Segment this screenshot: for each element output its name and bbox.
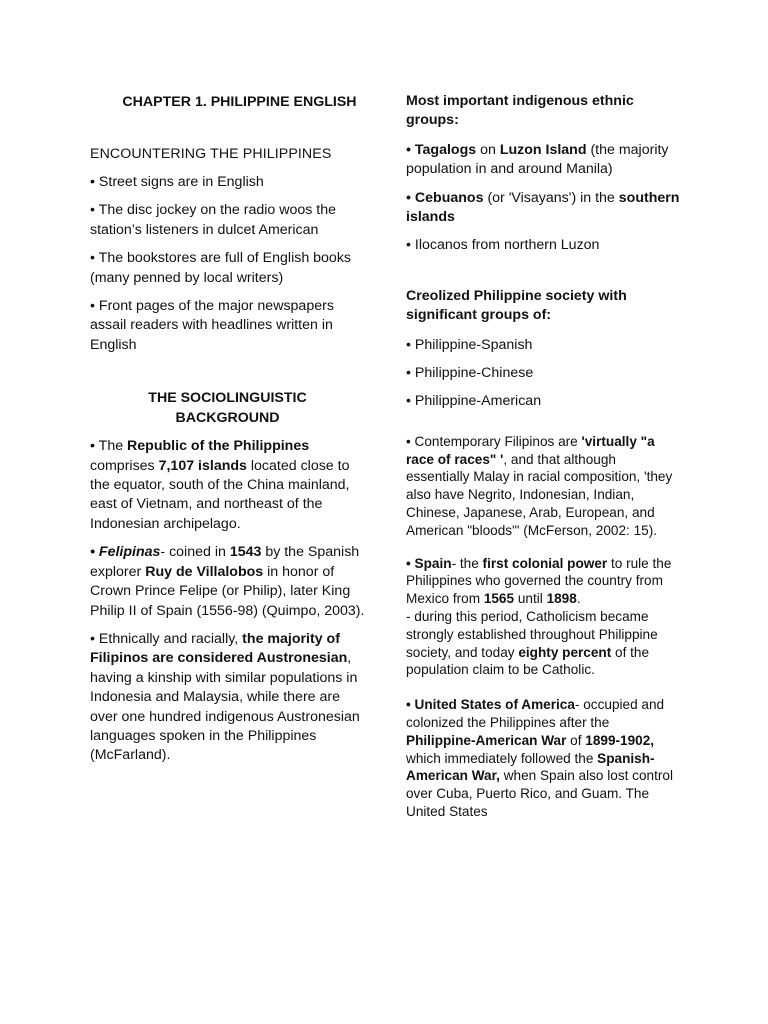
- section-heading-line2: BACKGROUND: [175, 410, 280, 427]
- bullet-newspapers: • Front pages of the major newspapers assail readers with headlines written in English: [90, 298, 334, 353]
- left-column: [90, 92, 365, 775]
- group-chinese: • Philippine-Chinese: [406, 365, 534, 382]
- group-spanish: • Philippine-Spanish: [406, 336, 533, 353]
- paragraph-ilocanos: • Ilocanos from northern Luzon: [406, 237, 600, 254]
- section-heading-sociolinguistic: [90, 388, 365, 428]
- bullet-bookstores: • The bookstores are full of English books (many penned by local writers): [90, 250, 352, 286]
- paragraph-cebuanos: • Cebuanos (or 'Visayans') in the southern islands: [406, 189, 680, 226]
- right-column: [406, 92, 681, 830]
- paragraph-republic: • The Republic of the Philippines comprises 7,107 islands located close to the equator, south of the China mainland, east of Vietnam, and northeast of the Indonesian archipelago.: [90, 438, 350, 532]
- heading-creolized: Creolized Philippine society with significant groups of:: [406, 287, 627, 324]
- section-heading-encountering: ENCOUNTERING THE PHILIPPINES: [90, 146, 332, 162]
- paragraph-spain: • Spain- the first colonial power to rule the Philippines who governed the country from Mexico from 1565 until 1898. - during this period, Catholicism became strongly established throughout Philippine society, and today eighty percent of the population claim to be Catholic.: [406, 555, 672, 678]
- paragraph-usa: • United States of America- occupied and colonized the Philippines after the Philippine-American War of 1899-1902, which immediately followed the Spanish-American War, when Spain also lost control over Cuba, Puerto Rico, and Guam. The United States: [406, 697, 673, 820]
- heading-indigenous-groups: Most important indigenous ethnic groups:: [406, 93, 634, 129]
- bullet-street-signs: • Street signs are in English: [90, 174, 264, 190]
- section-heading-line1: THE SOCIOLINGUISTIC: [148, 390, 307, 407]
- bullet-disc-jockey: • The disc jockey on the radio woos the station’s listeners in dulcet American: [90, 202, 337, 238]
- paragraph-felipinas: • Felipinas- coined in 1543 by the Spanish explorer Ruy de Villalobos in honor of Crown Prince Felipe (or Philip), later King Philip II of Spain (1556-98) (Quimpo, 2003).: [90, 544, 365, 619]
- paragraph-ethnic: • Ethnically and racially, the majority of Filipinos are considered Austronesian, having a kinship with similar populations in Indonesia and Malaysia, while there are over one hundred indigenous Austronesian languages spoken in the Philippines (McFarland).: [90, 630, 360, 764]
- paragraph-tagalogs: • Tagalogs on Luzon Island (the majority population in and around Manila): [406, 141, 669, 178]
- chapter-title: CHAPTER 1. PHILIPPINE ENGLISH: [122, 94, 357, 110]
- group-american: • Philippine-American: [406, 393, 542, 410]
- paragraph-contemporary: • Contemporary Filipinos are 'virtually "a race of races" ', and that although essentially Malay in racial composition, 'they also have Negrito, Indonesian, Indian, Chinese, Japanese, Arab, European, and American "bloods"' (McFerson, 2002: 15).: [406, 433, 673, 538]
